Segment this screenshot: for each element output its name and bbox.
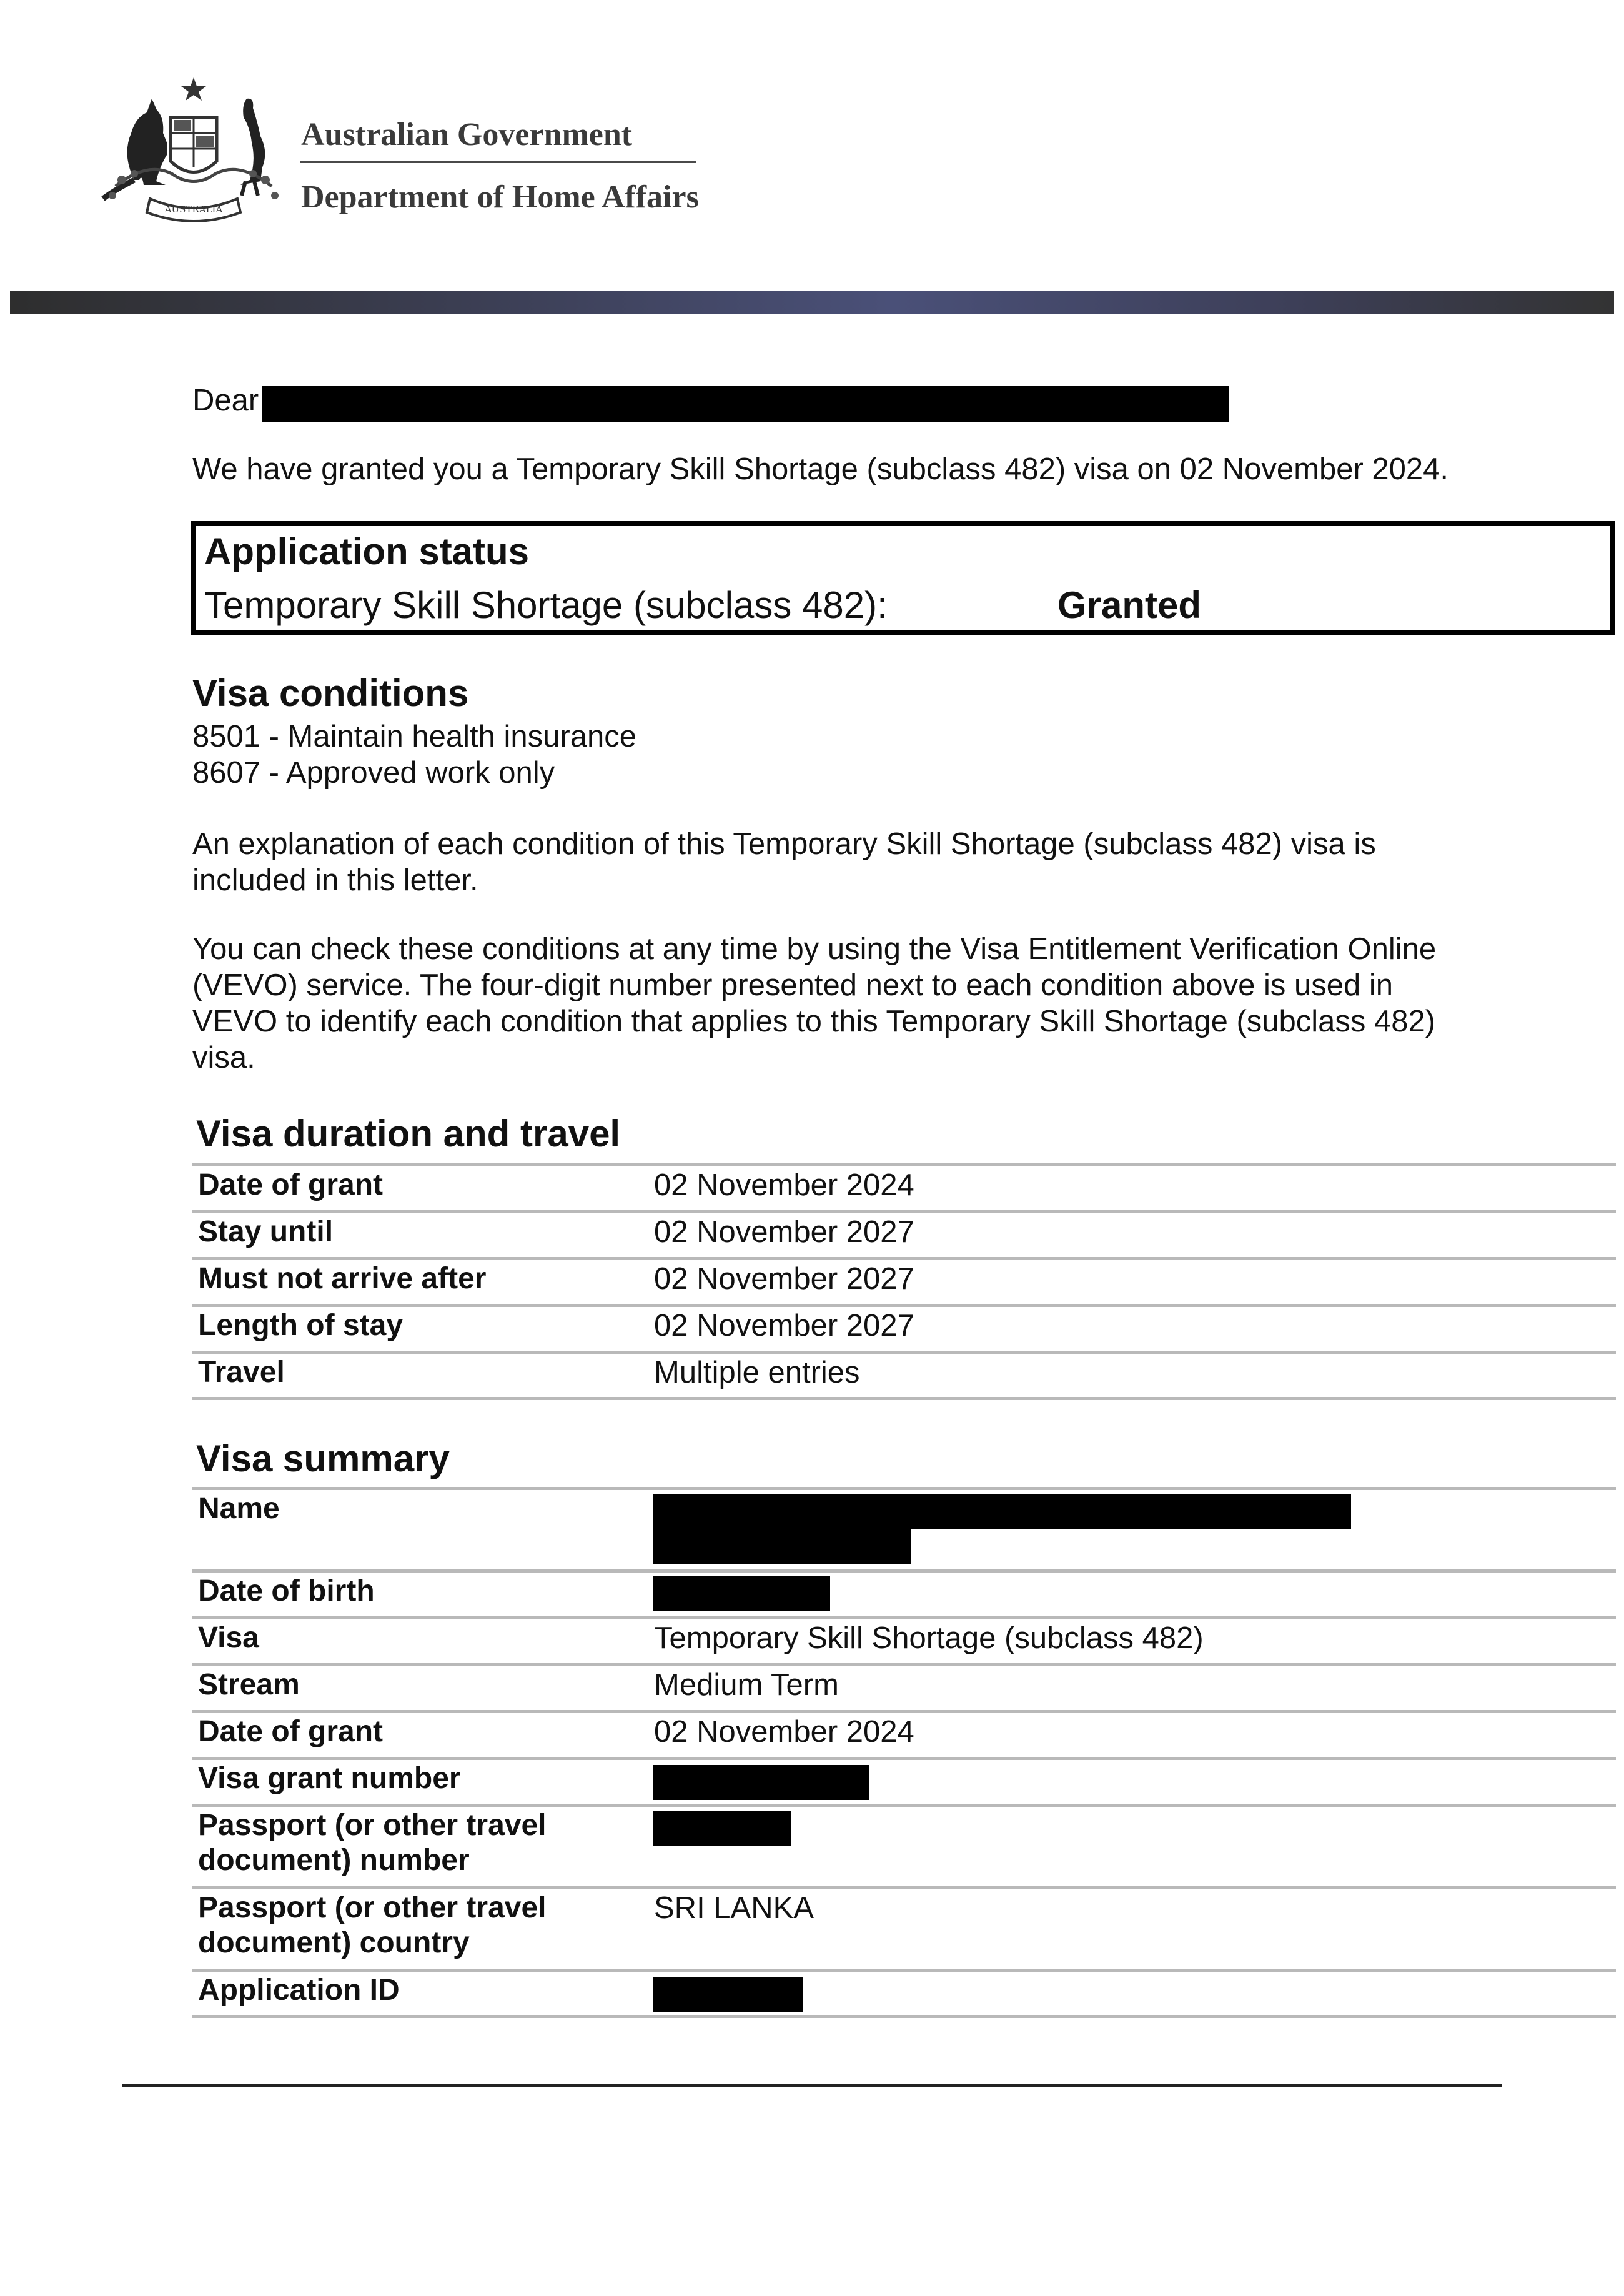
row-label: Application ID — [198, 1974, 400, 2007]
redacted-name — [653, 1494, 1351, 1529]
table-row — [192, 1304, 1616, 1351]
visa-summary-heading: Visa summary — [196, 1438, 450, 1479]
department-name: Department of Home Affairs — [301, 179, 699, 215]
row-label: Date of grant — [198, 1168, 384, 1201]
row-value: Multiple entries — [654, 1356, 860, 1389]
condition-item: 8607 - Approved work only — [192, 756, 555, 790]
row-label: Must not arrive after — [198, 1262, 487, 1295]
row-value: 02 November 2024 — [654, 1168, 914, 1202]
row-label: Stay until — [198, 1215, 334, 1248]
paragraph-line: VEVO to identify each condition that applies to this Temporary Skill Shortage (subclass 482) — [192, 1005, 1436, 1038]
conditions-explanation — [192, 826, 1454, 898]
row-label: Name — [198, 1492, 280, 1525]
row-value: SRI LANKA — [654, 1891, 814, 1925]
table-row — [192, 1710, 1616, 1757]
redacted-date-of-birth — [653, 1576, 830, 1611]
redacted-name — [653, 1529, 911, 1564]
visa-duration-table — [192, 1163, 1616, 1400]
salutation: Dear — [192, 384, 259, 417]
row-label: Date of birth — [198, 1574, 375, 1608]
table-row — [192, 1969, 1616, 2018]
row-label: Travel — [198, 1356, 285, 1389]
row-value: 02 November 2027 — [654, 1262, 914, 1296]
redacted-application-id — [653, 1977, 803, 2012]
paragraph-line: (VEVO) service. The four-digit number presented next to each condition above is used in — [192, 968, 1394, 1002]
row-value: Medium Term — [654, 1668, 839, 1702]
row-label: Visa grant number — [198, 1762, 461, 1795]
application-status-box — [191, 521, 1615, 635]
table-row — [192, 1886, 1616, 1969]
row-label: Passport (or other travel document) number — [198, 1809, 547, 1877]
letterhead — [0, 0, 1624, 312]
paragraph-line: visa. — [192, 1041, 255, 1075]
footer-divider — [122, 2084, 1502, 2087]
table-row — [192, 1210, 1616, 1257]
row-value: 02 November 2024 — [654, 1715, 914, 1749]
visa-conditions-heading: Visa conditions — [192, 672, 469, 714]
condition-item: 8501 - Maintain health insurance — [192, 720, 636, 753]
table-row — [192, 1163, 1616, 1210]
row-value: Temporary Skill Shortage (subclass 482) — [654, 1621, 1204, 1655]
vevo-paragraph — [192, 931, 1454, 1076]
visa-duration-heading: Visa duration and travel — [196, 1113, 621, 1155]
table-row — [192, 1616, 1616, 1663]
table-row — [192, 1757, 1616, 1804]
redacted-passport-number — [653, 1811, 791, 1846]
visa-summary-table — [192, 1487, 1616, 2018]
application-status-value: Granted — [1057, 584, 1202, 626]
government-name: Australian Government — [301, 117, 633, 152]
row-label: Stream — [198, 1668, 300, 1701]
redacted-recipient-name — [262, 386, 1229, 422]
application-status-title: Application status — [204, 530, 530, 572]
row-label: Passport (or other travel document) country — [198, 1891, 547, 1959]
coat-of-arms-icon — [97, 74, 290, 224]
row-label: Visa — [198, 1621, 259, 1654]
row-label: Length of stay — [198, 1309, 404, 1342]
paragraph-line: An explanation of each condition of this Temporary Skill Shortage (subclass 482) visa is — [192, 827, 1376, 861]
grant-sentence: We have granted you a Temporary Skill Shortage (subclass 482) visa on 02 November 2024. — [192, 452, 1449, 486]
table-row — [192, 1257, 1616, 1304]
table-row — [192, 1663, 1616, 1710]
table-row — [192, 1351, 1616, 1400]
row-label: Date of grant — [198, 1715, 384, 1748]
row-value: 02 November 2027 — [654, 1309, 914, 1343]
crest-scroll-text: AUSTRALIA — [164, 204, 223, 215]
header-divider — [300, 161, 696, 163]
header-band — [10, 291, 1614, 314]
visa-conditions-list — [192, 718, 1454, 791]
paragraph-line: You can check these conditions at any time by using the Visa Entitlement Verification Online — [192, 932, 1437, 966]
table-row — [192, 1487, 1616, 1569]
table-row — [192, 1569, 1616, 1616]
row-value: 02 November 2027 — [654, 1215, 914, 1249]
redacted-visa-grant-number — [653, 1765, 869, 1800]
application-status-visa: Temporary Skill Shortage (subclass 482): — [204, 584, 888, 626]
paragraph-line: included in this letter. — [192, 863, 478, 897]
table-row — [192, 1804, 1616, 1886]
